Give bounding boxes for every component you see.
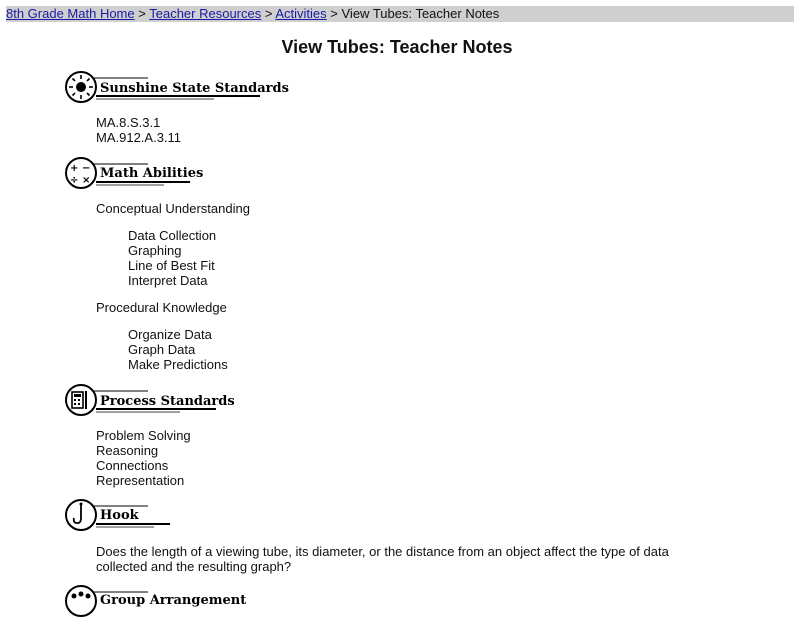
section-header-process — [64, 383, 274, 419]
process-item: Problem Solving — [96, 428, 191, 443]
sun-icon — [66, 72, 96, 102]
svg-text:÷: ÷ — [70, 175, 79, 186]
ability-item: Data Collection — [128, 228, 217, 243]
svg-text:+: + — [70, 163, 79, 174]
svg-text:×: × — [82, 175, 91, 186]
section-heading-standards: Sunshine State Standards — [100, 81, 289, 96]
breadcrumb — [6, 6, 794, 22]
ability-item: Graph Data — [128, 342, 196, 357]
fish-hook-icon — [66, 500, 96, 530]
process-item: Connections — [96, 458, 169, 473]
breadcrumb-link-activities[interactable]: Activities — [275, 6, 327, 21]
section-header-standards — [64, 70, 289, 106]
breadcrumb-link-teacher-resources[interactable]: Teacher Resources — [149, 6, 262, 21]
section-heading-abilities: Math Abilities — [100, 166, 204, 181]
ability-group-label: Conceptual Understanding — [96, 201, 250, 216]
breadcrumb-separator: > — [264, 6, 273, 21]
section-header-group — [64, 584, 274, 620]
section-header-graphic — [64, 70, 289, 106]
process-item: Representation — [96, 473, 185, 488]
hook-paragraph: Does the length of a viewing tube, its diameter, or the distance from an object affect the type of data collected and the resulting graph? — [96, 544, 669, 574]
svg-text:−: − — [82, 163, 91, 174]
section-header-graphic — [64, 584, 274, 620]
section-header-abilities — [64, 156, 274, 192]
breadcrumb-separator: > — [138, 6, 146, 21]
standard-item: MA.8.S.3.1 — [96, 115, 161, 130]
process-item: Reasoning — [96, 443, 159, 458]
breadcrumb-separator: > — [330, 6, 338, 21]
ability-group-label: Procedural Knowledge — [96, 300, 227, 315]
ability-item: Make Predictions — [128, 357, 228, 372]
ability-item: Graphing — [128, 243, 182, 258]
section-header-hook — [64, 498, 274, 534]
section-heading-process: Process Standards — [100, 394, 235, 409]
page-title: View Tubes: Teacher Notes — [281, 37, 513, 57]
math-operators-icon — [66, 158, 96, 188]
standard-item: MA.912.A.3.11 — [96, 130, 182, 145]
section-header-graphic — [64, 498, 274, 534]
group-people-icon — [66, 586, 96, 616]
ability-item: Interpret Data — [128, 273, 208, 288]
ability-item: Organize Data — [128, 327, 212, 342]
section-heading-group: Group Arrangement — [100, 593, 247, 608]
section-header-graphic — [64, 156, 274, 192]
breadcrumb-link-home[interactable]: 8th Grade Math Home — [6, 6, 135, 21]
ability-item: Line of Best Fit — [128, 258, 215, 273]
calculator-pencil-icon — [66, 385, 96, 415]
section-header-graphic — [64, 383, 274, 419]
breadcrumb-current: View Tubes: Teacher Notes — [341, 6, 500, 21]
section-heading-hook: Hook — [100, 508, 139, 523]
